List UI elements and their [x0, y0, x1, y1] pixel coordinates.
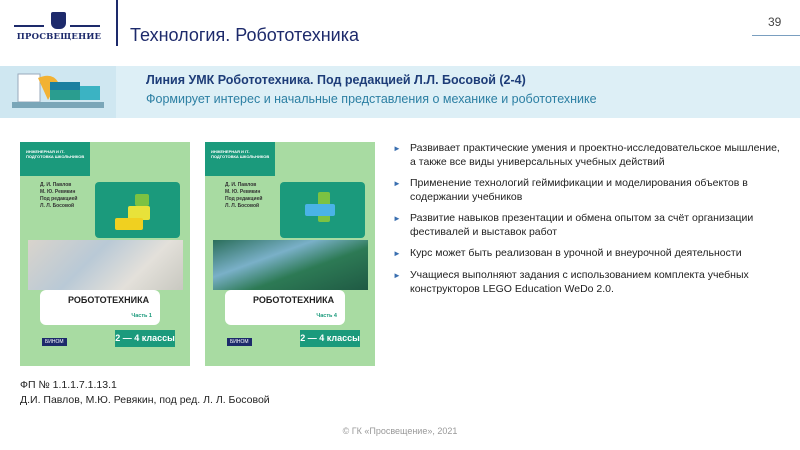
books-illustration-icon — [0, 66, 116, 118]
publisher-logo: БИНОМ — [42, 338, 67, 346]
cover-editor: Л. Л. Босовой — [40, 203, 75, 209]
arrow-bullet-icon: ► — [393, 144, 401, 153]
book-cover-part-1[interactable] — [20, 142, 190, 366]
list-item — [393, 268, 783, 296]
cover-series: ИНЖЕНЕРНАЯ И IT-ПОДГОТОВКА ШКОЛЬНИКОВ — [211, 149, 270, 159]
cover-authors — [40, 182, 77, 210]
cover-title: РОБОТОТЕХНИКА — [68, 295, 150, 305]
page-title: Технология. Робототехника — [130, 25, 359, 45]
copyright: © ГК «Просвещение», 2021 — [342, 426, 458, 436]
page-number-underline — [752, 35, 800, 36]
feature-list — [393, 141, 783, 303]
arrow-bullet-icon: ► — [393, 271, 401, 280]
banner-subtitle: Формирует интерес и начальные представления о механике и робототехнике — [146, 92, 597, 106]
cover-title: РОБОТОТЕХНИКА — [253, 295, 335, 305]
cover-title-box — [40, 290, 160, 325]
cover-series-band — [20, 142, 90, 176]
list-item-text: Развитие навыков презентации и обмена опытом за счёт организации фестивалей и выставок работ — [410, 212, 754, 238]
cover-author-1: Д. И. Павлов — [40, 182, 72, 188]
cover-editor-label: Под редакцией — [225, 196, 263, 202]
cover-photo-robot — [28, 240, 183, 290]
list-item-text: Применение технологий геймификации и моделирования объектов в содержании учебников — [410, 177, 748, 203]
arrow-bullet-icon: ► — [393, 214, 401, 223]
header-divider — [116, 0, 118, 46]
publisher-logo: БИНОМ — [227, 338, 252, 346]
lego-brick-icon — [115, 218, 143, 230]
cover-grades: 2 — 4 классы — [115, 330, 175, 347]
cover-photo-train — [213, 240, 368, 290]
list-item — [393, 211, 783, 239]
cover-authors — [225, 182, 262, 210]
cover-series-band — [205, 142, 275, 176]
cover-author-1: Д. И. Павлов — [225, 182, 257, 188]
prosveshchenie-logo — [14, 10, 104, 44]
fp-number: ФП № 1.1.1.7.1.13.1 — [20, 379, 117, 391]
cover-editor: Л. Л. Босовой — [225, 203, 260, 209]
cover-title-box — [225, 290, 345, 325]
book-authors: Д.И. Павлов, М.Ю. Ревякин, под ред. Л. Л. Босовой — [20, 394, 270, 406]
book-info — [20, 378, 270, 408]
lego-brick-icon — [135, 194, 149, 206]
cover-series: ИНЖЕНЕРНАЯ И IT-ПОДГОТОВКА ШКОЛЬНИКОВ — [26, 149, 85, 159]
cover-author-2: М. Ю. Ревякин — [225, 189, 261, 195]
list-item-text: Курс может быть реализован в урочной и внеурочной деятельности — [410, 247, 742, 259]
cover-part: Часть 1 — [131, 313, 152, 319]
page-number: 39 — [768, 15, 782, 29]
arrow-bullet-icon: ► — [393, 249, 401, 258]
list-item-text: Развивает практические умения и проектно-исследовательское мышление, а также все виды универсальных учебных действий — [410, 142, 780, 168]
cover-author-2: М. Ю. Ревякин — [40, 189, 76, 195]
cover-grades: 2 — 4 классы — [300, 330, 360, 347]
list-item-text: Учащиеся выполняют задания с использованием комплекта учебных конструкторов LEGO Education WeDo 2.0. — [410, 269, 749, 295]
logo-text: ПРОСВЕЩЕНИЕ — [16, 32, 102, 42]
list-item — [393, 176, 783, 204]
list-item — [393, 141, 783, 169]
book-cover-part-4[interactable] — [205, 142, 375, 366]
list-item — [393, 246, 783, 261]
banner-title: Линия УМК Робототехника. Под редакцией Л.Л. Босовой (2-4) — [146, 73, 526, 87]
cover-editor-label: Под редакцией — [40, 196, 78, 202]
arrow-bullet-icon: ► — [393, 179, 401, 188]
logo-icon — [51, 12, 66, 29]
lego-brick-icon — [305, 204, 335, 216]
cover-part: Часть 4 — [316, 313, 337, 319]
